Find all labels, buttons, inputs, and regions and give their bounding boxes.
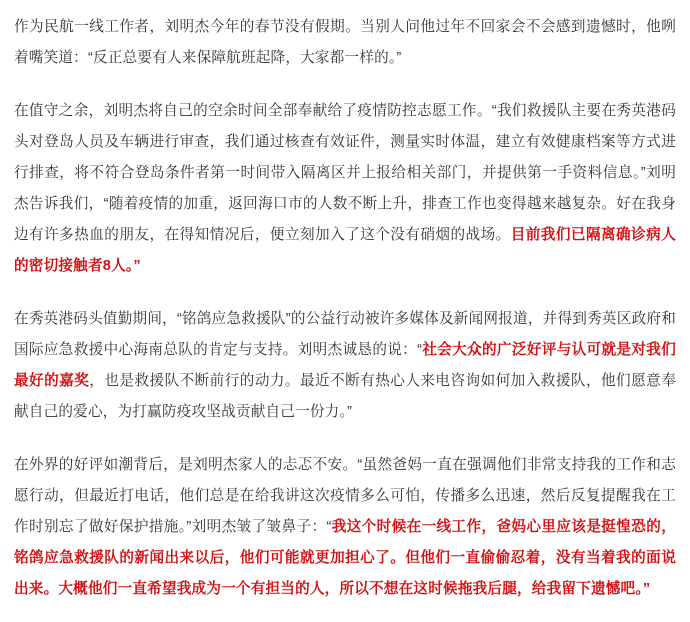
text-run: 在秀英港码头值勤期间，“铭鸽应急救援队”的公益行动被许多媒体及新闻网报道，并得到秀英区政府和国际应急救援中心海南总队的肯定与支持。刘明杰诚恳的说：“ [14, 311, 676, 358]
highlighted-text-run: 社会大众的广泛好评与认可就是对我们最好的嘉奖 [14, 342, 677, 389]
paragraph-1 [14, 12, 676, 74]
paragraph-4 [14, 450, 676, 605]
text-run: 在值守之余，刘明杰将自己的空余时间全部奉献给了疫情防控志愿工作。“我们救援队主要在秀英港码头对登岛人员及车辆进行审查，我们通过核查有效证件，测量实时体温，建立有效健康档案等方式进行排查，将不符合登岛条件者第一时间带入隔离区并上报给相关部门，并提供第一手资料信息。”刘明杰告诉我们，“随着疫情的加重，返回海口市的人数不断上升，排查工作也变得越来越复杂。好在我身边有许多热血的朋友，在得知情况后，便立刻加入了这个没有硝烟的战场。 [14, 103, 676, 243]
text-run: ，也是救援队不断前行的动力。最近不断有热心人来电咨询如何加入救援队，他们愿意奉献自己的爱心，为打赢防疫攻坚战贡献自己一份力。” [14, 373, 676, 420]
highlighted-text-run: 目前我们已隔离确诊病人的密切接触者8人。” [14, 227, 676, 274]
paragraph-2 [14, 96, 676, 282]
highlighted-text-run: 我这个时候在一线工作，爸妈心里应该是挺惶恐的，铭鸽应急救援队的新闻出来以后，他们可能就更加担心了。但他们一直偷偷忍着，没有当着我的面说出来。大概他们一直希望我成为一个有担当的人，所以不想在这时候拖我后腿，给我留下遗憾吧。” [14, 519, 676, 597]
text-run: 作为民航一线工作者，刘明杰今年的春节没有假期。当别人问他过年不回家会不会感到遗憾时，他咧着嘴笑道：“反正总要有人来保障航班起降，大家都一样的。” [14, 19, 676, 66]
text-run: 在外界的好评如潮背后，是刘明杰家人的忐忑不安。“虽然爸妈一直在强调他们非常支持我的工作和志愿行动，但最近打电话，他们总是在给我讲这次疫情多么可怕，传播多么迅速，然后反复提醒我在工作时别忘了做好保护措施。”刘明杰皱了皱鼻子：“ [14, 457, 676, 535]
paragraph-3 [14, 304, 676, 428]
